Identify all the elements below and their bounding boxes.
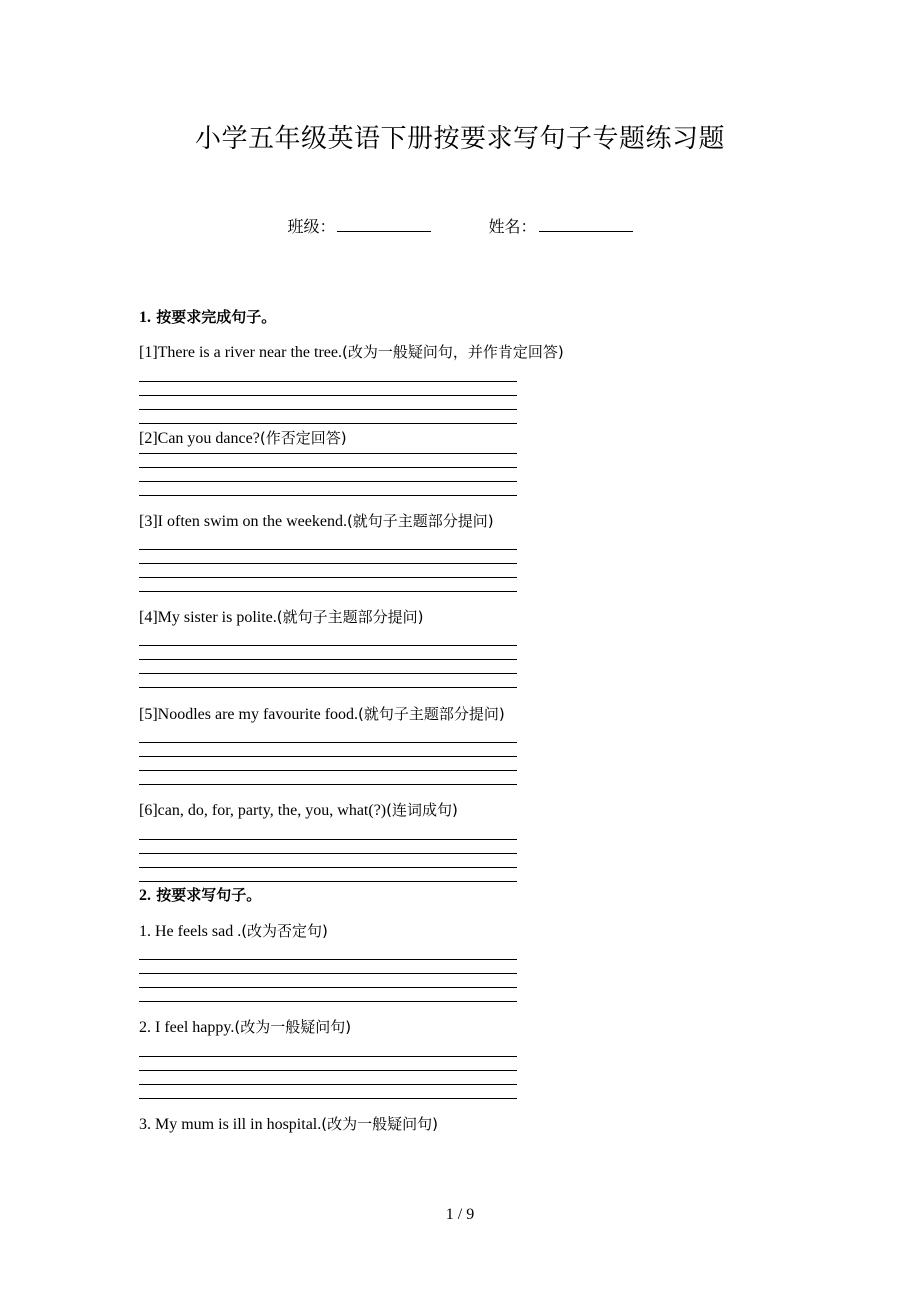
answer-lines[interactable] [139,536,517,592]
question-1-4 [139,606,423,627]
question-text: [6]can, do, for, party, the, you, what(?) [139,802,387,819]
question-2-1 [139,920,328,941]
answer-lines[interactable] [139,826,517,882]
question-instruction: (改为一般疑问句) [234,1018,352,1036]
question-1-6 [139,799,458,820]
question-2-2 [139,1016,351,1037]
answer-lines[interactable] [139,1043,517,1099]
question-text: 3. My mum is ill in hospital. [139,1116,322,1133]
question-instruction: (就句子主题部分提问) [346,512,494,530]
class-blank[interactable] [337,217,431,232]
question-text: [4]My sister is polite. [139,609,277,626]
question-text: 1. He feels sad . [139,923,242,940]
question-instruction: (改为一般疑问句) [321,1115,438,1133]
answer-lines[interactable] [139,632,517,688]
class-field [287,214,431,237]
section-2-heading [139,884,261,905]
answer-lines[interactable] [139,946,517,1002]
question-instruction: (改为否定句) [241,922,328,940]
question-instruction: (作否定回答) [259,429,347,447]
answer-lines[interactable] [139,729,517,785]
section-2-title: 按要求写句子。 [156,886,262,904]
section-1-number: 1. [139,309,151,326]
question-text: [5]Noodles are my favourite food. [139,706,359,723]
question-instruction: (改为一般疑问句，并作肯定回答) [342,343,564,361]
question-1-3 [139,510,494,531]
question-1-1 [139,341,564,362]
question-1-5 [139,703,505,724]
class-label: 班级： [287,217,336,236]
name-blank[interactable] [539,217,633,232]
name-field [489,214,633,237]
question-instruction: (就句子主题部分提问) [358,705,505,723]
question-instruction: (连词成句) [386,801,458,819]
page-number: 1 / 9 [445,1206,475,1223]
question-instruction: (就句子主题部分提问) [276,608,424,626]
question-text: 2. I feel happy. [139,1019,235,1036]
student-info-row [0,214,920,237]
section-1-heading [139,306,276,327]
answer-lines[interactable] [139,440,517,496]
question-2-3 [139,1113,438,1134]
answer-lines[interactable] [139,368,517,424]
section-2-number: 2. [139,887,151,904]
name-label: 姓名： [488,217,537,236]
question-text: [1]There is a river near the tree. [139,344,342,361]
document-title: 小学五年级英语下册按要求写句子专题练习题 [194,124,725,154]
question-text: [3]I often swim on the weekend. [139,513,347,530]
section-1-title: 按要求完成句子。 [156,308,277,326]
question-text: [2]Can you dance? [139,430,260,447]
